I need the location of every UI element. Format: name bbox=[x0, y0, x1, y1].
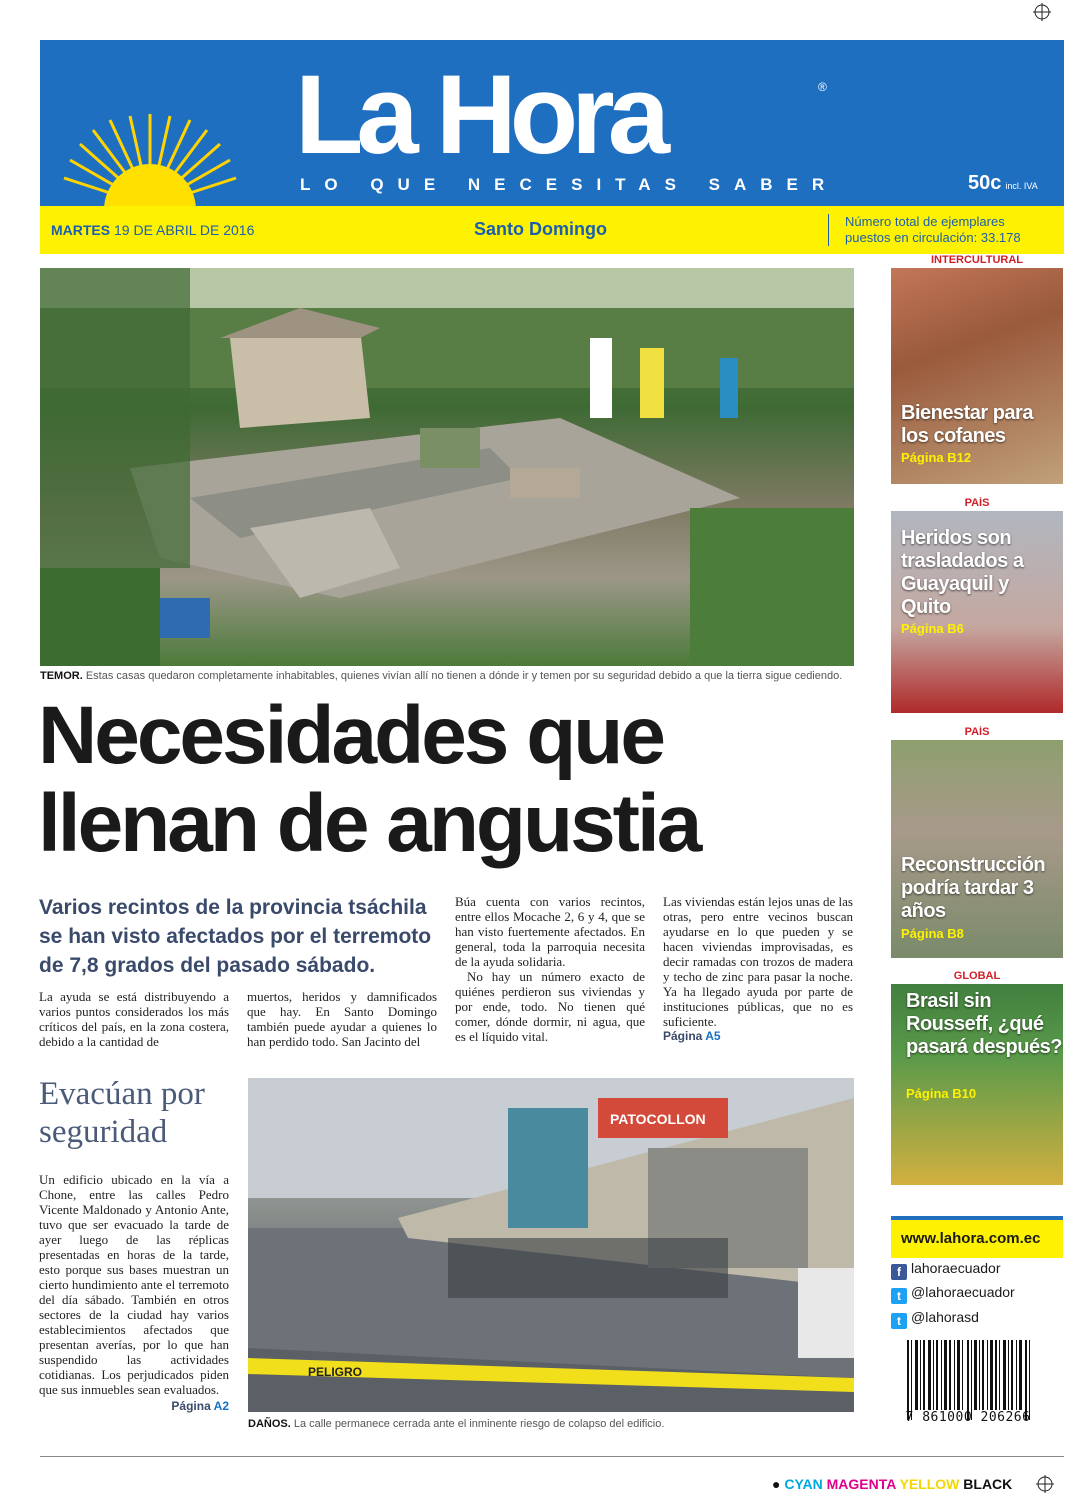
registered-mark: ® bbox=[818, 80, 827, 94]
headline-line-1: Necesidades que bbox=[38, 690, 663, 781]
magenta-mark: MAGENTA bbox=[826, 1476, 896, 1492]
tape-text: PELIGRO bbox=[308, 1365, 363, 1379]
twitter-icon: t bbox=[891, 1313, 907, 1329]
teaser-title: Heridos son trasladados a Guayaquil y Quito bbox=[901, 527, 1024, 618]
collapsed-house-illustration bbox=[40, 268, 854, 666]
twitter-link[interactable] bbox=[891, 1284, 1015, 1304]
secondary-page-number: A2 bbox=[213, 1399, 229, 1413]
teaser-title: Bienestar para los cofanes bbox=[901, 402, 1033, 447]
facebook-link[interactable] bbox=[891, 1260, 1001, 1280]
secondary-body bbox=[39, 1172, 229, 1414]
teaser-title: Reconstrucción podría tardar 3 años bbox=[901, 854, 1046, 922]
twitter-handle: @lahoraecuador bbox=[911, 1284, 1015, 1300]
teaser-pais-1[interactable] bbox=[891, 497, 1063, 713]
barcode-icon bbox=[907, 1340, 1033, 1420]
secondary-page-label: Página bbox=[171, 1399, 211, 1413]
teaser-global[interactable] bbox=[891, 970, 1063, 1185]
teaser-pais-2[interactable] bbox=[891, 726, 1063, 958]
price-note: incl. IVA bbox=[1005, 181, 1038, 191]
website-banner[interactable] bbox=[891, 1216, 1063, 1258]
registration-mark-icon bbox=[1033, 3, 1051, 21]
shop-sign: PATOCOLLON bbox=[610, 1111, 706, 1127]
main-headline[interactable] bbox=[38, 692, 858, 868]
circulation-line-1: Número total de ejemplares bbox=[845, 214, 1005, 229]
teaser-title: Brasil sin Rousseff, ¿qué pasará después? bbox=[906, 990, 1062, 1058]
price-value: 50c bbox=[968, 172, 1002, 194]
teaser-intercultural[interactable] bbox=[891, 254, 1063, 484]
price bbox=[968, 172, 1038, 195]
twitter-local-link[interactable] bbox=[891, 1309, 979, 1329]
secondary-photo-caption bbox=[248, 1418, 664, 1430]
website-url: www.lahora.com.ec bbox=[901, 1230, 1041, 1247]
registration-mark-icon bbox=[1036, 1475, 1054, 1493]
main-deck: Varios recintos de la provincia tsáchila se han visto afectados por el terremoto de 7,8 grados del pasado sábado. bbox=[39, 896, 432, 977]
secondary-body-text: Un edificio ubicado en la vía a Chone, entre las calles Pedro Vicente Maldonado y Antonio Ante, tuvo que ser evacuado la tarde de ayer luego de las réplicas presentadas en horas de la tarde, esto porque sus bases muestran un cierto hundimiento ante el terremoto del día sábado. También en otros sectores de la ciudad hay varios establecimientos afectados que presentan averías, por lo que han suspendido las actividades cotidianas. Los perjudicados piden que sus inmuebles sean evaluados. bbox=[39, 1172, 229, 1397]
caption-text: Estas casas quedaron completamente inhabitables, quienes vivían allí no tienen a dónde ir y temen por su seguridad debido a que la tierra sigue cediendo. bbox=[85, 670, 843, 682]
article-column-2: muertos, heridos y damnificados que hay. En Santo Domingo también puede ayudar a quienes lo han perdido todo. San Jacinto del bbox=[247, 989, 437, 1049]
facebook-handle: lahoraecuador bbox=[911, 1260, 1001, 1276]
article-column-3 bbox=[455, 894, 645, 1044]
teaser-section: PAÍS bbox=[891, 497, 1063, 511]
facebook-icon: f bbox=[891, 1264, 907, 1280]
main-photo-caption bbox=[40, 670, 842, 682]
date: 19 DE ABRIL DE 2016 bbox=[114, 222, 255, 238]
sun-logo-icon bbox=[60, 110, 240, 210]
teaser-section: GLOBAL bbox=[891, 970, 1063, 984]
black-mark: BLACK bbox=[963, 1476, 1013, 1492]
column-3-paragraph-2: No hay un número exacto de quiénes perdieron sus viviendas y por ende, todo. No tienen qué comer, dónde dormir, ni agua, que es el líquido vital. bbox=[455, 969, 645, 1044]
article-column-4 bbox=[663, 894, 853, 1044]
secondary-photo[interactable] bbox=[248, 1078, 854, 1412]
secondary-page-reference[interactable] bbox=[39, 1399, 229, 1414]
yellow-mark: YELLOW bbox=[899, 1476, 960, 1492]
column-4-paragraph: Las viviendas están lejos unas de las otras, pero entre vecinos buscan ayudarse en lo que pueden y se hacen viviendas improvisadas, es decir ramadas con trozos de madera y techo de zinc para pasar la noche. Ya ha llegado ayuda por parte de instituciones públicas, que no es suficiente. bbox=[663, 894, 853, 1029]
cyan-mark: CYAN bbox=[784, 1476, 823, 1492]
logo[interactable]: La Hora bbox=[295, 52, 663, 177]
teaser-section: INTERCULTURAL bbox=[891, 254, 1063, 268]
page-reference[interactable] bbox=[663, 1029, 853, 1044]
bullet-icon: ● bbox=[772, 1476, 781, 1492]
page-label: Página bbox=[663, 1029, 703, 1043]
circulation-line-2: puestos en circulación: 33.178 bbox=[845, 230, 1021, 245]
weekday: MARTES bbox=[51, 222, 111, 238]
print-color-marks bbox=[772, 1476, 1012, 1492]
tagline: LO QUE NECESITAS SABER bbox=[300, 175, 839, 194]
page-number: A5 bbox=[705, 1029, 721, 1043]
column-3-paragraph-1: Búa cuenta con varios recintos, entre ellos Mocache 2, 6 y 4, que se han visto fuertemente afectados. En general, toda la parroquia necesita de la ayuda solidaria. bbox=[455, 894, 645, 969]
secondary-caption-text: La calle permanece cerrada ante el inminente riesgo de colapso del edificio. bbox=[293, 1418, 665, 1430]
article-column-1: La ayuda se está distribuyendo a varios puntos considerados los más críticos del país, en la zona costera, debido a la cantidad de bbox=[39, 989, 229, 1049]
street-scene-illustration bbox=[248, 1078, 854, 1412]
secondary-caption-label: DAÑOS. bbox=[248, 1418, 291, 1430]
teaser-page: Página B8 bbox=[901, 926, 964, 941]
circulation-note bbox=[828, 214, 1075, 246]
secondary-headline[interactable]: Evacúan por seguridad bbox=[39, 1076, 205, 1150]
main-photo[interactable] bbox=[40, 268, 854, 666]
twitter-local-handle: @lahorasd bbox=[911, 1309, 979, 1325]
barcode-number: 7 861000 206266 bbox=[905, 1410, 1031, 1425]
footer-rule bbox=[40, 1456, 1064, 1457]
headline-line-2: llenan de angustia bbox=[38, 778, 700, 869]
teaser-section: PAÍS bbox=[891, 726, 1063, 740]
date-line bbox=[51, 222, 254, 238]
teaser-page: Página B12 bbox=[901, 450, 972, 465]
caption-label: TEMOR. bbox=[40, 670, 83, 682]
teaser-page: Página B10 bbox=[906, 1086, 977, 1101]
teaser-page: Página B6 bbox=[901, 621, 964, 636]
edition-city: Santo Domingo bbox=[474, 219, 607, 239]
twitter-icon: t bbox=[891, 1288, 907, 1304]
